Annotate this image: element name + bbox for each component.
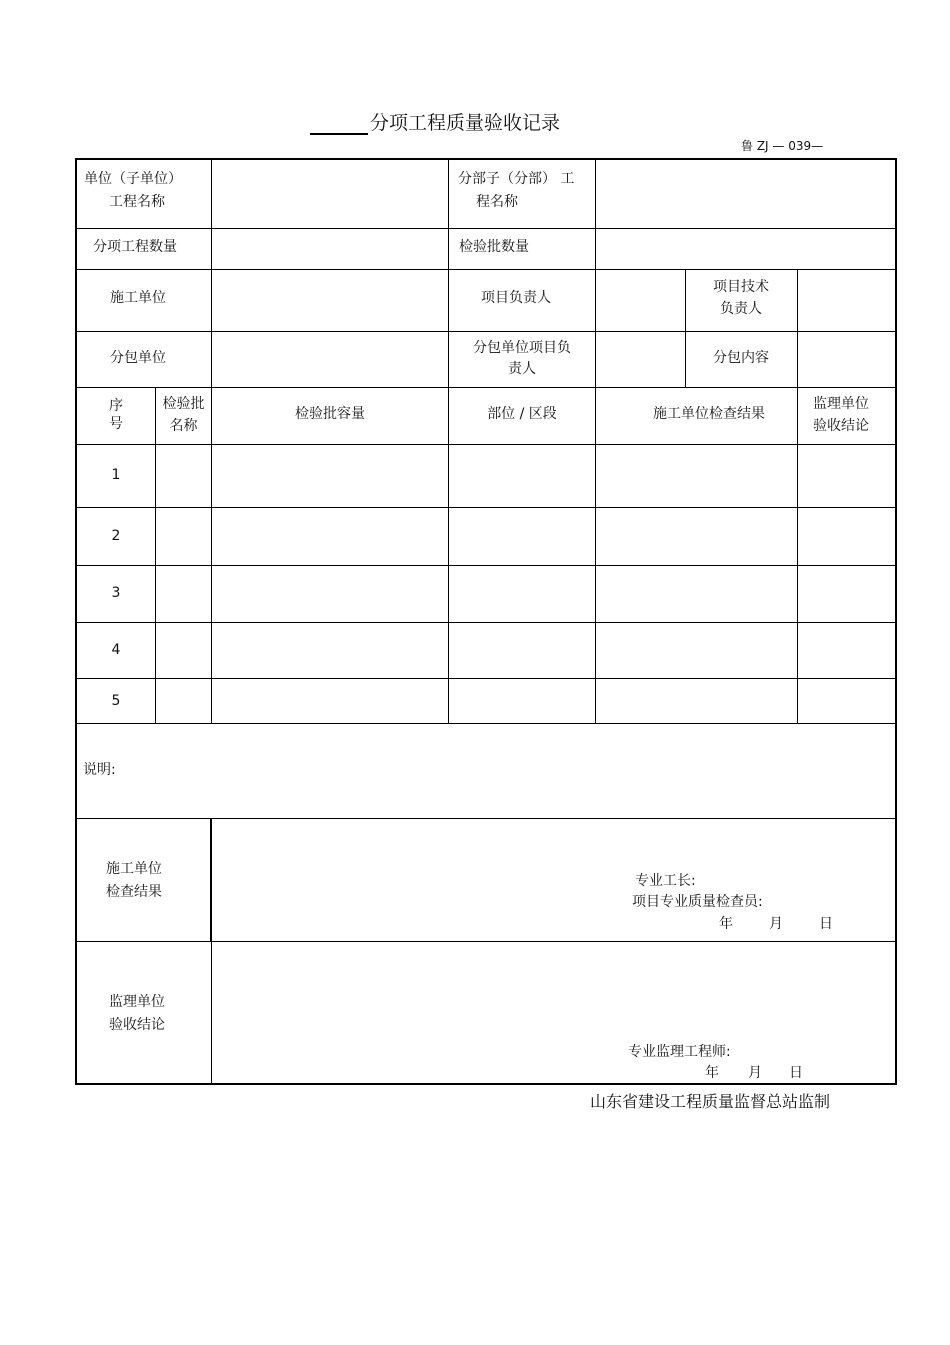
inspector-signature[interactable]: 项目专业质量检查员: [632,894,763,910]
sub-project-label-2: 程名称 [476,194,518,210]
sub-content-field[interactable] [799,333,894,386]
supervision-year: 年 [705,1065,719,1081]
batch-count-field[interactable] [597,230,894,268]
supervision-label: 监理单位 [109,994,165,1010]
supervision-month: 月 [748,1065,762,1081]
row-divider [76,444,896,445]
row-divider [76,507,896,508]
table-row-number: 2 [111,528,121,544]
supervision-day: 日 [789,1065,803,1081]
col-batch-name-header: 检验批 名称 [162,396,205,434]
foreman-signature[interactable]: 专业工长: [635,873,696,889]
row-divider [76,723,896,724]
col-divider [211,941,212,1084]
col-capacity-header: 检验批容量 [295,406,365,422]
title-text: 分项工程质量验收记录 [370,112,561,134]
row-divider [76,387,896,388]
form-code: 鲁 ZJ — 039— [741,139,824,153]
notes-field[interactable] [77,725,895,817]
subcontractor-field[interactable] [213,333,447,386]
inspection-label: 施工单位 [106,861,162,877]
item-count-field[interactable] [213,230,447,268]
row-divider [76,565,896,566]
title-blank-line[interactable] [310,113,368,135]
col-check-result-header: 施工单位检查结果 [653,406,765,422]
table-row-number: 3 [111,585,121,601]
col-supervision-header: 监理单位 验收结论 [813,396,869,434]
unit-name-field[interactable] [213,161,447,227]
issuer-footer: 山东省建设工程质量监督总站监制 [590,1092,831,1111]
engineer-signature[interactable]: 专业监理工程师: [628,1044,731,1060]
col-divider [155,387,156,723]
inspection-day: 日 [819,916,833,932]
unit-name-label-2: 工程名称 [109,194,165,210]
row-divider [76,228,896,229]
row-divider [76,331,896,332]
row-divider [76,269,896,270]
col-divider [448,160,449,723]
col-divider [797,269,798,723]
batch-count-label: 检验批数量 [459,239,529,255]
construction-unit-field[interactable] [213,271,447,330]
item-count-label: 分项工程数量 [93,239,177,255]
table-row-number: 5 [111,693,121,709]
inspection-month: 月 [769,916,783,932]
project-leader-field[interactable] [597,271,684,330]
notes-label: 说明: [83,762,116,778]
col-location-header: 部位 / 区段 [487,406,557,422]
subcontractor-label: 分包单位 [110,350,166,366]
sub-content-label: 分包内容 [713,350,769,366]
inspection-label-2: 检查结果 [106,884,162,900]
col-seq-header: 序 号 [109,398,123,432]
row-divider [76,678,896,679]
tech-leader-label-2: 负责人 [720,301,762,317]
unit-name-label: 单位（子单位） [84,171,182,187]
sub-leader-label-2: 责人 [508,361,536,377]
construction-unit-label: 施工单位 [110,290,166,306]
sub-leader-label: 分包单位项目负 [473,340,571,356]
inspection-year: 年 [719,916,733,932]
tech-leader-label: 项目技术 [713,279,769,295]
row-divider [76,818,896,819]
sub-project-label: 分部子（分部） 工 [458,171,575,187]
tech-leader-field[interactable] [799,271,894,330]
col-divider [210,818,212,941]
table-row-number: 4 [111,642,121,658]
sub-project-field[interactable] [597,161,894,227]
col-divider [211,160,212,723]
row-divider [76,941,896,942]
project-leader-label: 项目负责人 [481,290,551,306]
supervision-label-2: 验收结论 [109,1017,165,1033]
table-row-number: 1 [111,467,121,483]
col-divider [595,160,596,723]
form-title [310,108,560,135]
sub-leader-field[interactable] [597,333,684,386]
row-divider [76,622,896,623]
